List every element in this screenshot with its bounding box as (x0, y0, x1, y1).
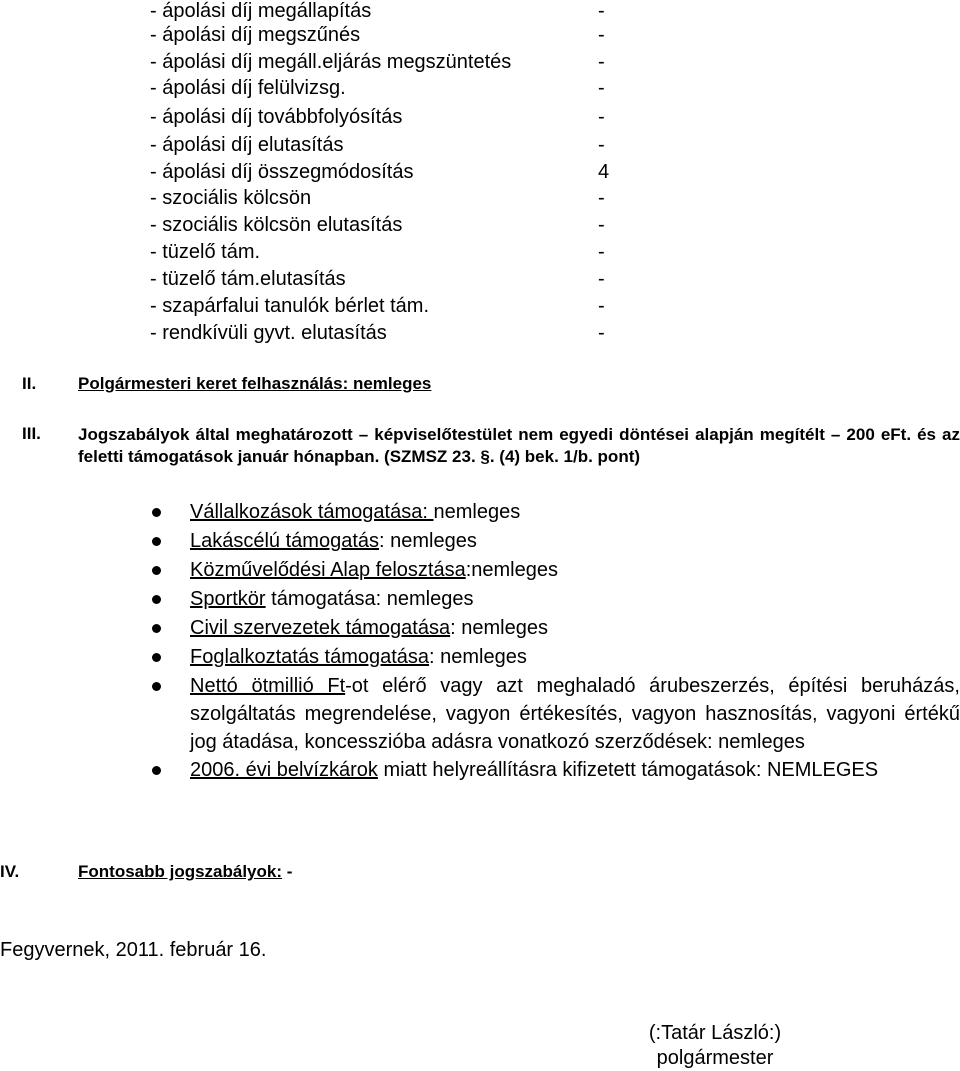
decision-count: 4 (598, 161, 610, 183)
section-4-title-line (78, 862, 292, 882)
list-item: Lakáscélú támogatás: nemleges (150, 527, 960, 556)
section-4-value: - (282, 862, 293, 881)
decision-label: - szapárfalui tanulók bérlet tám. (150, 295, 430, 317)
list-item: Vállalkozások támogatása: nemleges (150, 498, 960, 527)
decision-count: - (598, 51, 605, 73)
section-3-numeral: III. (22, 424, 41, 443)
decision-label: - ápolási díj felülvizsg. (150, 77, 346, 99)
list-item: Közművelődési Alap felosztása:nemleges (150, 556, 960, 585)
decision-label: - szociális kölcsön (150, 187, 312, 209)
support-list (150, 498, 960, 784)
decision-count: - (598, 268, 605, 290)
decision-label: - ápolási díj elutasítás (150, 134, 344, 156)
section-4-title: Fontosabb jogszabályok: (78, 862, 283, 881)
bullet-icon (152, 508, 161, 517)
decision-count: - (598, 322, 605, 344)
decision-label: - ápolási díj továbbfolyósítás (150, 106, 403, 128)
list-item: Sportkör támogatása: nemleges (150, 585, 960, 614)
section-2-numeral: II. (22, 374, 37, 393)
decision-label: - ápolási díj megszűnés (150, 24, 361, 46)
place-date: Fegyvernek, 2011. február 16. (0, 939, 267, 961)
decision-count: - (598, 134, 605, 156)
decision-label: - ápolási díj összegmódosítás (150, 161, 414, 183)
decision-count: - (598, 241, 605, 263)
signature-title: polgármester (656, 1047, 774, 1069)
decision-label: - ápolási díj megállapítás (150, 0, 372, 22)
bullet-icon (152, 624, 161, 633)
decision-count: - (598, 295, 605, 317)
bullet-icon (152, 537, 161, 546)
decision-count: - (598, 24, 605, 46)
decision-count: - (598, 77, 605, 99)
signature-name: (:Tatár László:) (648, 1022, 782, 1044)
bullet-icon (152, 566, 161, 575)
list-item: Foglalkoztatás támogatása: nemleges (150, 643, 960, 672)
decision-label: - tüzelő tám. (150, 241, 261, 263)
decision-count: - (598, 106, 605, 128)
bullet-icon (152, 595, 161, 604)
list-item: Civil szervezetek támogatása: nemleges (150, 614, 960, 643)
section-4-numeral: IV. (0, 862, 20, 881)
decision-label: - ápolási díj megáll.eljárás megszüntetés (150, 51, 512, 73)
section-3-text: Jogszabályok által meghatározott – képviselőtestület nem egyedi döntései alapján megítélt – 200 eFt. és az feletti támogatások január hónapban. (SZMSZ 23. §. (4) bek. 1/b. pont) (78, 425, 960, 466)
decision-label: - szociális kölcsön elutasítás (150, 214, 403, 236)
decision-label: - tüzelő tám.elutasítás (150, 268, 346, 290)
decision-label: - rendkívüli gyvt. elutasítás (150, 322, 387, 344)
list-item: Nettó ötmillió Ft-ot elérő vagy azt meghaladó árubeszerzés, építési beruházás, szolgáltatás megrendelése, vagyon értékesítés, vagyon hasznosítás, vagyoni értékű jog átadása, koncesszióba adásra vonatkozó szerződések: nemleges (150, 672, 960, 756)
decision-count: - (598, 0, 605, 22)
bullet-icon (152, 682, 161, 691)
section-2-title: Polgármesteri keret felhasználás: nemleges (78, 374, 432, 393)
decision-count: - (598, 187, 605, 209)
decision-count: - (598, 214, 605, 236)
list-item: 2006. évi belvízkárok miatt helyreállításra kifizetett támogatások: NEMLEGES (150, 756, 960, 784)
bullet-icon (152, 653, 161, 662)
bullet-icon (152, 766, 161, 775)
